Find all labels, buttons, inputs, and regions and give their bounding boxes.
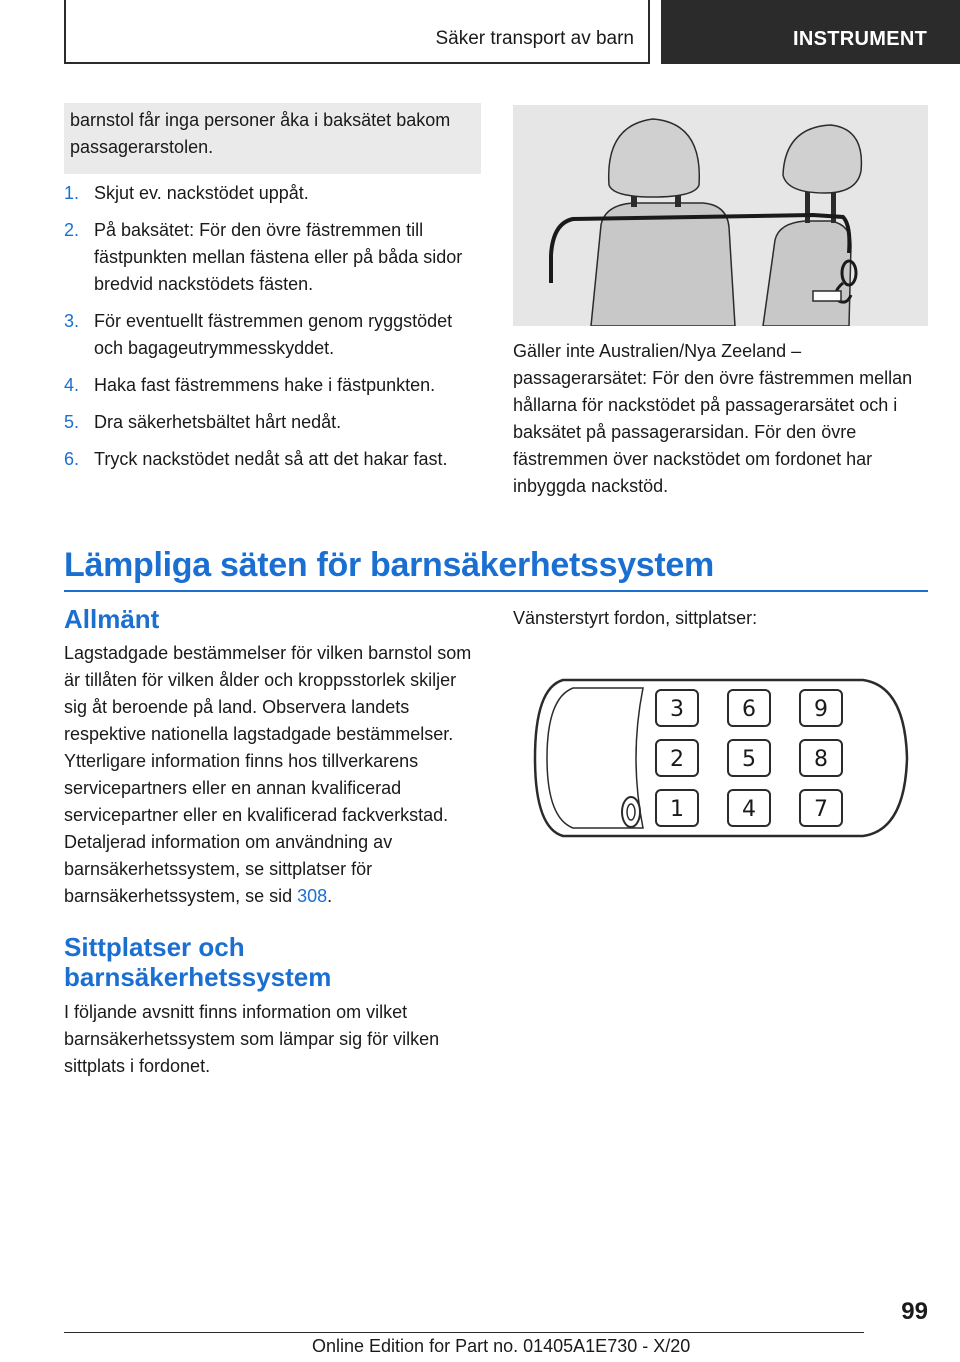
diagram-label: Vänsterstyrt fordon, sittplatser: bbox=[513, 608, 758, 628]
list-item bbox=[64, 372, 484, 399]
step-number: 4. bbox=[64, 375, 80, 395]
seat-number: 8 bbox=[814, 747, 828, 772]
section-heading-general: Allmänt bbox=[64, 604, 160, 634]
seat-number: 1 bbox=[670, 797, 684, 822]
section-heading-seating: Sittplatser och barnsäkerhetssystem bbox=[64, 932, 332, 992]
seat-number: 3 bbox=[670, 697, 684, 722]
list-item bbox=[64, 180, 484, 207]
page-number: 99 bbox=[901, 1298, 928, 1325]
list-item bbox=[64, 409, 484, 436]
step-text: Dra säkerhetsbältet hårt nedåt. bbox=[94, 412, 342, 432]
step-number: 1. bbox=[64, 183, 80, 203]
page-reference-link[interactable]: 308 bbox=[297, 886, 328, 906]
step-text: På baksätet: För den övre fästremmen till fästpunkten mellan fästena eller på båda sidor bredvid nackstödets fästen. bbox=[94, 220, 463, 294]
note-box bbox=[64, 103, 481, 174]
seat-number: 6 bbox=[742, 697, 756, 722]
figure-caption: Gäller inte Australien/Nya Zeeland – passagerarsätet: För den övre fästremmen mellan hållarna för nackstödet på passagerarsätet och i baksätet på passagerarsidan. För den övre fästremmen över nackstödet om fordonet har inbyggda nackstöd. bbox=[513, 341, 913, 496]
header-section-tab bbox=[64, 0, 650, 64]
step-number: 2. bbox=[64, 220, 80, 240]
list-item bbox=[64, 217, 484, 298]
footer-divider bbox=[64, 1332, 864, 1333]
seat-number: 7 bbox=[814, 797, 828, 822]
seat-number: 2 bbox=[670, 747, 684, 772]
step-number: 3. bbox=[64, 311, 80, 331]
paragraph: Ytterligare information finns hos tillverkarens servicepartners eller en annan kvalificerad servicepartner eller en kvalificerad fackverkstad. bbox=[64, 751, 449, 825]
step-text: För eventuellt fästremmen genom ryggstödet och bagageutrymmesskyddet. bbox=[94, 311, 453, 358]
seat-number: 4 bbox=[742, 797, 756, 822]
paragraph-detail bbox=[64, 829, 484, 910]
seating-diagram bbox=[533, 668, 913, 848]
vehicle-top-view bbox=[533, 668, 913, 848]
seat-number: 5 bbox=[742, 747, 756, 772]
chapter-title: INSTRUMENT bbox=[793, 28, 928, 50]
section-title: Säker transport av barn bbox=[435, 28, 634, 49]
step-text: Skjut ev. nackstödet uppåt. bbox=[94, 183, 309, 203]
page-heading: Lämpliga säten för barnsäkerhetssystem bbox=[64, 546, 714, 584]
heading-divider bbox=[64, 590, 928, 592]
headrest-tether-drawing bbox=[513, 105, 928, 326]
header-chapter-tab bbox=[661, 0, 960, 64]
step-text: Haka fast fästremmens hake i fästpunkten. bbox=[94, 375, 436, 395]
list-item bbox=[64, 446, 484, 473]
headrest-tether-illustration bbox=[513, 105, 928, 326]
note-text: barnstol får inga personer åka i baksätet bakom passagerarstolen. bbox=[70, 110, 451, 157]
list-item bbox=[64, 308, 484, 362]
step-list bbox=[64, 180, 484, 483]
paragraph: I följande avsnitt finns information om vilket barnsäkerhetssystem som lämpar sig för vilken sittplats i fordonet. bbox=[64, 1002, 440, 1076]
footer-edition: Online Edition for Part no. 01405A1E730 - X/20 bbox=[312, 1336, 691, 1356]
paragraph: Lagstadgade bestämmelser för vilken barnstol som är tillåten för vilken ålder och kroppsstorlek skiljer sig åt beroende på land. Observera landets respektive nationella lagstadgade bestämmelser. bbox=[64, 643, 472, 744]
detail-text-end: . bbox=[327, 886, 333, 906]
step-text: Tryck nackstödet nedåt så att det hakar fast. bbox=[94, 449, 448, 469]
step-number: 5. bbox=[64, 412, 80, 432]
step-number: 6. bbox=[64, 449, 80, 469]
seat-number: 9 bbox=[814, 697, 828, 722]
detail-text: Detaljerad information om användning av barnsäkerhetssystem, se sittplatser för barnsäkerhetssystem, se sid bbox=[64, 832, 393, 906]
